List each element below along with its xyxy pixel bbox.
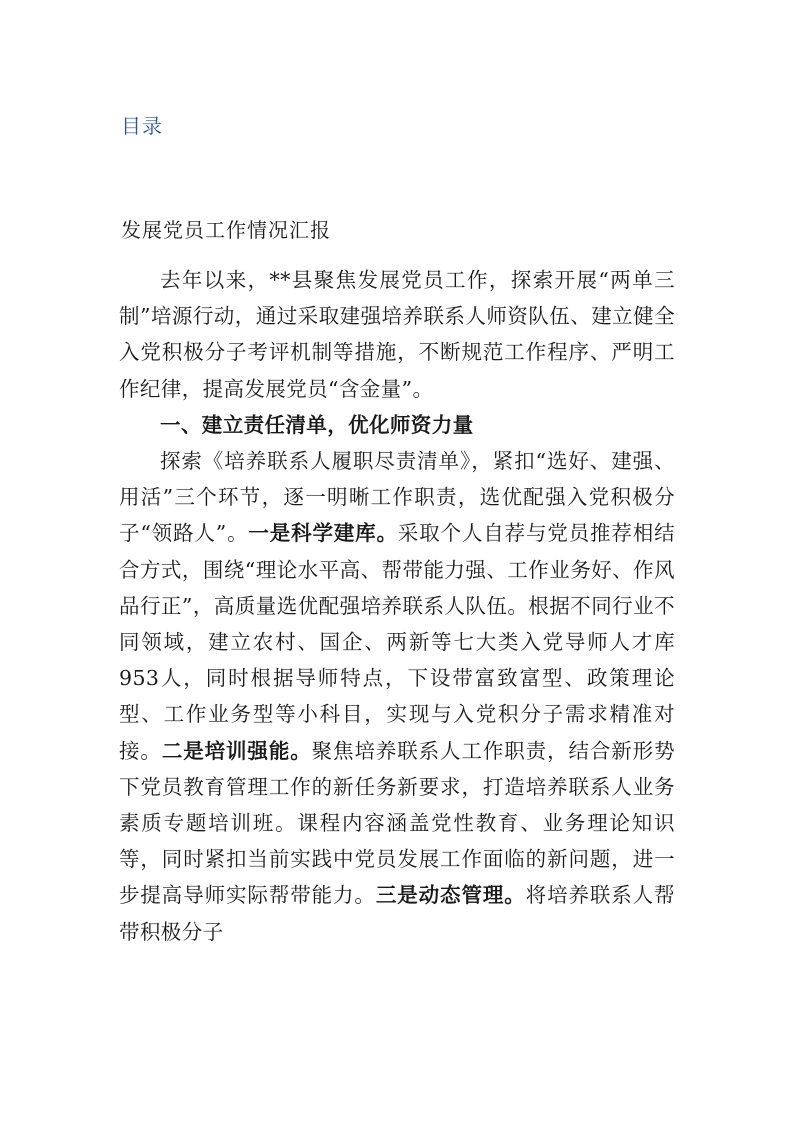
section-paragraph — [119, 443, 675, 950]
paragraph-text: 采取个人自荐与党员推荐相结合方式，围绕“理论水平高、帮带能力强、工作业务好、作风品行正”，高质量选优配强培养联系人队伍。根据不同行业不同领域，建立农村、国企、两新等七大类入党导师人才库953人，同时根据导师特点，下设带富致富型、政策理论型、工作业务型等小科目，实现与入党积分子需求精准对接。 — [119, 521, 675, 763]
document-body — [119, 262, 675, 950]
bold-point-2: 二是培训强能。 — [161, 738, 312, 763]
bold-point-3: 三是动态管理。 — [375, 883, 526, 908]
intro-paragraph: 去年以来，**县聚焦发展党员工作，探索开展“两单三制”培源行动，通过采取建强培养联系人师资队伍、建立健全入党积极分子考评机制等措施，不断规范工作程序、严明工作纪律，提高发展党员“含金量”。 — [119, 268, 675, 401]
toc-heading[interactable]: 目录 — [121, 114, 163, 138]
paragraph-text: 聚焦培养联系人工作职责，结合新形势下党员教育管理工作的新任务新要求，打造培养联系人业务素质专题培训班。课程内容涵盖党性教育、业务理论知识等，同时紧扣当前实践中党员发展工作面临的新问题，进一步提高导师实际帮带能力。 — [119, 738, 675, 908]
paragraph-text: 探索《培养联系人履职尽责清单》，紧扣“选好、建强、用活”三个环节，逐一明晰工作职责，选优配强入党积极分子“领路人”。 — [119, 449, 675, 546]
document-title: 发展党员工作情况汇报 — [121, 218, 331, 242]
section-heading: 一、建立责任清单，优化师资力量 — [160, 412, 474, 437]
bold-point-1: 一是科学建库。 — [248, 521, 398, 546]
paragraph-text: 将培养联系人帮带积极分子 — [119, 883, 675, 944]
